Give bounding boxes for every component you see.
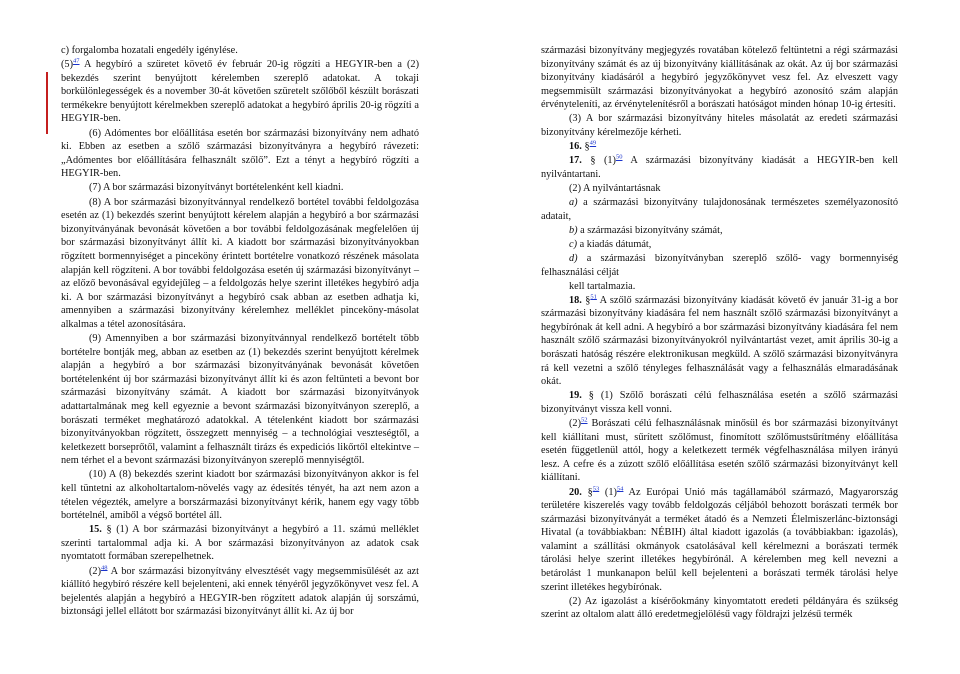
section-number: 18. <box>569 294 582 306</box>
right-paragraph <box>541 280 898 294</box>
paragraph-text: kell tartalmazia. <box>569 280 636 292</box>
paragraph-text: (3) A bor származási bizonyítvány hiteles másolatát az eredeti származási bizonyítvány kérelmezője kérheti. <box>541 113 898 139</box>
footnote-link[interactable]: 51 <box>590 293 597 301</box>
right-paragraph <box>541 44 898 112</box>
right-paragraph <box>541 417 898 485</box>
paragraph-text: § <box>581 294 591 306</box>
paragraph-text: (1) <box>599 486 617 498</box>
right-column <box>541 44 898 622</box>
paragraph-text: § <box>581 486 593 498</box>
paragraph-text: (8) A bor származási bizonyítvánnyal rendelkező bortétel további feldolgozása esetén az (1) bekezdés szerint benyújtott kérelem alapján a hegybíró a bor származási bizonyítványának bevonását követően a bor további feldolgozásának megfelelően új bor származási bizonyítványt állít ki. A kiadott bor származási bizonyítványokban rögzített bormennyiséget a pinceköny érintett bortételre vonatkozó részének másolata alapján kell rögzíteni. A bor további feldolgozása esetén új származási bizonyítványt – az előző bevonásával egyidejűleg – a feldolgozás helye szerint illetékes hegybíró adja ki. A bor származási bizonyítványt a hegybíró csak abban az esetben adhatja ki, amennyiben a származási bizonyítvány kérelemhez melléklet pinceköny-másolat alkalmas a tétel azonosítására. <box>61 196 419 330</box>
paragraph-text: (2) <box>89 565 102 577</box>
right-paragraph <box>541 140 898 154</box>
right-paragraph <box>541 486 898 595</box>
left-paragraph <box>61 44 419 58</box>
paragraph-text: § (1) <box>581 155 616 167</box>
paragraph-text: a származási bizonyítványban szereplő szőlő- vagy bormennyiség felhasználási célját <box>541 252 898 278</box>
footnote-link[interactable]: 49 <box>589 139 597 147</box>
left-paragraph <box>61 58 419 126</box>
paragraph-text: (6) Adómentes bor előállítása esetén bor származási bizonyítvány nem adható ki. Ebben az esetben a szőlő származási bizonyítványra a hegybíró rávezeti: „Adómentes bor előállítására felhasznált szőlő”. Ezt a tényt a hegybíró rögzíti a HEGYIR-ben. <box>61 127 419 180</box>
right-paragraph <box>541 154 898 181</box>
right-paragraph <box>541 252 898 279</box>
paragraph-text: A szőlő származási bizonyítvány kiadását követő év január 31-ig a bor származási bizonyítvány kiadására fel nem használt szőlő származási bizonyítványt a hegybírónak át kell adni. A hegybíró a bor származási bizonyítvány kiadására fel nem használt szőlő származási bizonyítványokról nyilvántartást vezet, amit április 30-ig a borászati hatóság részére elektronikusan megküld. A szőlő származási bizonyítványra rá kell vezetni a szőlő tényleges felhasználását vagy a felhasználás elmaradásának okát. <box>541 294 898 388</box>
right-paragraph <box>541 224 898 238</box>
left-paragraph <box>61 196 419 332</box>
paragraph-text: (9) Amennyiben a bor származási bizonyítvánnyal rendelkező bortételt több bortételre bontják meg, abban az esetben az (1) bekezdés szerint benyújtott kérelmek alapján a hegybíró a bor származási bizonyítványának bevonását követően bortételenként új bor származási bizonyítványt állít ki és azon feltünteti a bevont bor származási bizonyítvány számát. A kiadott bor származási bizonyítványok adattartalmának meg kell egyeznie a bevont származási bizonyítványon szereplő, a borászati terméket meghatározó adatokkal. A tételenként kiadott bor származási bizonyítványokban rögzített, összegzett mennyiség – a technológiai veszteségtől, a keletkezett borseprőtől, valamint a felhasznált tirázs és expediciós likőrtől eltekintve – nem térhet el a bevont származási bizonyítványon szereplő mennyiségtől. <box>61 332 419 467</box>
section-number: 16. <box>569 141 582 153</box>
footnote-link[interactable]: 50 <box>615 153 623 161</box>
list-marker: b) <box>569 224 578 236</box>
paragraph-text: § (1) Szőlő borászati célú felhasználása esetén a szőlő származási bizonyítványt vissza kell vonni. <box>541 390 898 415</box>
paragraph-text: § (1) A bor származási bizonyítványt a hegybíró a 11. számú melléklet szerinti tartalommal adja ki. A bor származási bizonyítványon az adatok csak nyomtatott formában szerepelhetnek. <box>61 524 419 563</box>
paragraph-text: c) forgalomba hozatali engedély igénylése. <box>61 45 238 56</box>
section-number: 19. <box>569 390 582 402</box>
footnote-link[interactable]: 52 <box>581 416 588 424</box>
right-paragraph <box>541 294 898 389</box>
paragraph-text: A bor származási bizonyítvány elvesztését vagy megsemmisülését az azt kiállító hegybíró részére kell bejelenteni, aki ennek tényéről jegyzőkönyvet vesz fel. A bejelentés alapján a hegybíró a HEGYIR-ben rögzített adatok alapján új sorszámú, biztonsági jellel ellátott bor származási bizonyítványt állít ki. Az új bor <box>61 565 419 618</box>
left-paragraph <box>61 127 419 181</box>
right-paragraph <box>541 238 898 252</box>
left-paragraph <box>61 332 419 468</box>
paragraph-text: (2) A nyilvántartásnak <box>569 182 661 194</box>
right-paragraph <box>541 196 898 223</box>
footnote-link[interactable]: 54 <box>616 485 624 493</box>
left-paragraph <box>61 468 419 522</box>
left-paragraph <box>61 181 419 195</box>
list-marker: c) <box>569 238 577 250</box>
paragraph-text: A származási bizonyítvány kiadását a HEGYIR-ben kell nyilvántartani. <box>541 155 898 180</box>
list-marker: a) <box>569 197 578 209</box>
section-number: 20. <box>569 486 582 498</box>
footnote-link[interactable]: 53 <box>592 485 600 493</box>
paragraph-text: a kiadás dátumát, <box>577 238 652 250</box>
right-paragraph <box>541 389 898 416</box>
paragraph-text: (5) <box>61 59 74 71</box>
left-column <box>61 44 419 619</box>
footnote-link[interactable]: 47 <box>73 57 80 65</box>
paragraph-text: a származási bizonyítvány tulajdonosának természetes személyazonosító adatait, <box>541 197 898 222</box>
paragraph-text: § <box>581 141 590 153</box>
left-paragraph <box>61 523 419 564</box>
footnote-link[interactable]: 48 <box>101 564 108 572</box>
paragraph-text: (10) A (8) bekezdés szerint kiadott bor származási bizonyítványon akkor is fel kell tüntetni az alkoholtartalom-növelés vagy az édesítés tényét, ha azt nem azon a tételen végezték, amelyre a borszármazási bizonyítványt kérik, hanem egy vagy több bortételnél, amiből a végső bortétel áll. <box>61 469 419 522</box>
paragraph-text: (2) <box>569 418 582 430</box>
paragraph-text: (7) A bor származási bizonyítványt bortételenként kell kiadni. <box>89 182 344 194</box>
revision-bar <box>46 72 48 134</box>
section-number: 15. <box>89 524 102 536</box>
right-paragraph <box>541 112 898 139</box>
left-paragraph <box>61 565 419 619</box>
right-paragraph <box>541 182 898 196</box>
paragraph-text: a származási bizonyítvány számát, <box>577 224 723 236</box>
paragraph-text: (2) Az igazolást a kísérőokmány kinyomtatott eredeti példányára és szükség szerint az oltalom alatt álló eredetmegjelölésű vagy földrajzi jelzésű termék <box>541 595 898 621</box>
right-paragraph <box>541 595 898 622</box>
list-marker: d) <box>569 252 578 264</box>
paragraph-text: Az Európai Unió más tagállamából származó, Magyarország területére kiszerelés vagy tovább feldolgozás céljából behozott borászati termék bor származási bizonyítványát a terméket átadó és a Nemzeti Élelmiszerlánc-biztonsági Hivatal (a továbbiakban: NÉBIH) által kiadott igazolás (a továbbiakban: igazolás), valamint a szállítási okmányok csatolásával kell kérelmezni a borászati termék tárolási helye szerint illetékes hegybírónál. A kérelemben meg kell nevezni a betárolást 1 munkanapon belül kell bejelenteni a borászati termék tárolási helye szerint illetékes hegybírónak. <box>541 486 898 593</box>
paragraph-text: Borászati célú felhasználásnak minősül és bor származási bizonyítványt kell kiállítani must, sűrített szőlőmust, finomított szőlőmustsűrítmény előállítása esetén függetlenül attól, hogy a keletkezett termék végfelhasználása milyen irányú lesz. A cefre és a zúzott szőlő előállítása esetén szőlő származási bizonyítványt kell kiállítani. <box>541 418 898 484</box>
paragraph-text: származási bizonyítvány megjegyzés rovatában kötelező feltüntetni a régi származási bizonyítvány számát és az új bizonyítvány kiállításának az okát. Az új bor származási bizonyítvány kiadásáról a hegybíró jegyzőkönyvet vesz fel. Az elveszett vagy megsemmisült származási bizonyítványokat a hegybíró azonosító szám alapján érvényteleníti, az érvénytelenítésről a borászati hatóságot minden hónap 10-ig értesíti. <box>541 45 898 111</box>
paragraph-text: A hegybíró a szüretet követő év február 20-ig rögzíti a HEGYIR-ben a (2) bekezdés szerint benyújtott kérelemben szereplő adatokat. A tokaji borkülönlegességek és a november 30-át követően szüretelt szőlőből készült borászati termékekre benyújtott kérelmekben szereplő adatokat a hegybíró április 20-ig rögzíti a HEGYIR-ben. <box>61 59 419 125</box>
section-number: 17. <box>569 155 582 167</box>
